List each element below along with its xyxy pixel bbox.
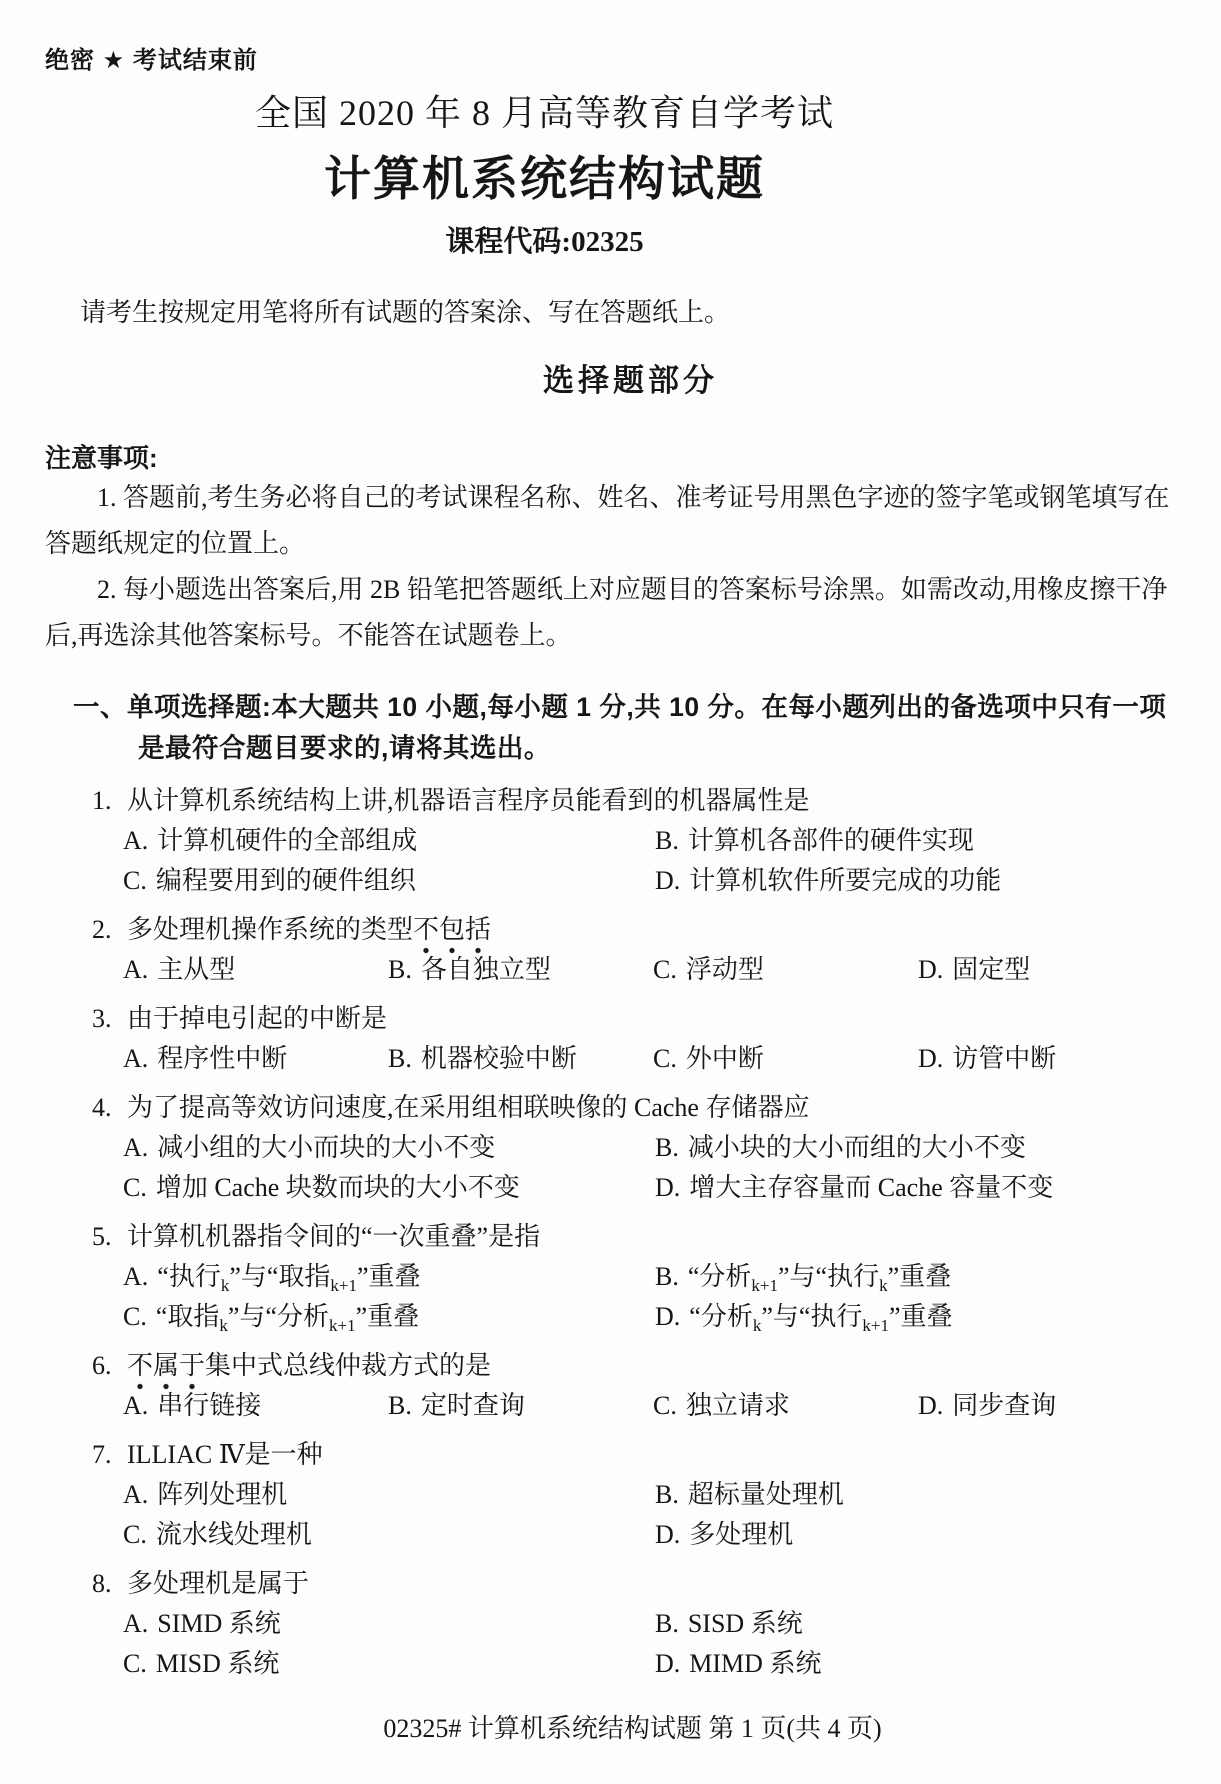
text-run: 从计算机系统结构上讲,机器语言程序员能看到的机器属性是 (127, 786, 810, 815)
option-label: D. (655, 866, 681, 895)
option (123, 1128, 655, 1168)
text-run: 多处理机 (689, 1520, 794, 1549)
part-one-label: 一、 (73, 692, 127, 722)
option (653, 950, 918, 990)
option-label: B. (655, 826, 679, 855)
subscript: k+1 (862, 1316, 890, 1336)
option-label: B. (655, 1133, 679, 1162)
question-text (127, 1346, 1176, 1386)
text-run: 多处理机操作系统的类型 (127, 915, 414, 944)
question-line (45, 1564, 1176, 1604)
text-run: 由于掉电引起的中断是 (127, 1004, 388, 1033)
text-run: 定时查询 (420, 1391, 525, 1420)
option (655, 1515, 1176, 1555)
options-row (123, 1475, 1176, 1555)
option-label: B. (655, 1480, 679, 1509)
option-label: D. (655, 1302, 681, 1331)
question-text (127, 1088, 1176, 1128)
option (123, 1039, 388, 1079)
option-text (686, 955, 764, 984)
questions-list (45, 781, 1176, 1684)
text-run: 外中断 (685, 1044, 764, 1073)
option-text (689, 1520, 793, 1549)
option-label: C. (123, 1173, 147, 1202)
options-row (123, 1604, 1176, 1684)
text-run: 编程要用到的硬件组织 (155, 866, 416, 895)
option-label: D. (655, 1649, 681, 1678)
option-label: C. (123, 1302, 147, 1331)
question-text (127, 1564, 1176, 1604)
option (123, 821, 655, 861)
option-text (952, 1044, 1056, 1073)
text-run: 阵列处理机 (157, 1480, 288, 1509)
question-number: 8. (92, 1569, 112, 1598)
option (123, 1386, 388, 1426)
option-label: D. (918, 1044, 944, 1073)
option (655, 1128, 1176, 1168)
text-run: MISD 系统 (155, 1649, 280, 1678)
question-line (45, 1346, 1176, 1386)
option-text (952, 955, 1030, 984)
text-run: MIMD 系统 (689, 1649, 822, 1678)
question (45, 1088, 1176, 1208)
option-text (157, 1391, 261, 1420)
option-text (157, 955, 235, 984)
question (45, 1346, 1176, 1426)
option-text (157, 1262, 421, 1296)
course-code: 课程代码:02325 (445, 226, 644, 258)
option-text (952, 1391, 1056, 1420)
question-line (45, 1217, 1176, 1257)
text-run: 流水线处理机 (155, 1520, 312, 1549)
option (123, 1297, 655, 1337)
text-run: “分析 (689, 1302, 753, 1331)
option-label: A. (123, 826, 149, 855)
text-run: 独立请求 (685, 1391, 790, 1420)
option (653, 1039, 918, 1079)
option-text (421, 1044, 577, 1073)
option-text (155, 1302, 420, 1336)
option-text (688, 1609, 803, 1638)
question (45, 1564, 1176, 1684)
text-run: ILLIAC Ⅳ是一种 (127, 1440, 323, 1469)
text-run: ”与“分析 (227, 1302, 329, 1331)
option-label: A. (123, 1133, 149, 1162)
option (918, 1039, 1176, 1079)
option (123, 1515, 655, 1555)
emphasized-text: 不属于 (127, 1351, 205, 1390)
options-row (123, 1386, 1176, 1426)
option-label: D. (918, 955, 944, 984)
question-text (127, 1217, 1176, 1257)
question-number: 2. (92, 915, 112, 944)
option (655, 1297, 1176, 1337)
option-label: A. (123, 955, 149, 984)
text-run: 增大主存容量而 Cache 容量不变 (689, 1173, 1054, 1202)
text-run: 访管中断 (952, 1044, 1057, 1073)
question-line (45, 781, 1176, 821)
text-run: ”重叠 (357, 1262, 421, 1291)
notice-item-1: 1. 答题前,考生务必将自己的考试课程名称、姓名、准考证号用黑色字迹的签字笔或钢笔填写在答题纸规定的位置上。 (45, 483, 1170, 558)
text-run: 为了提高等效访问速度,在采用组相联映像的 Cache 存储器应 (127, 1093, 810, 1122)
question (45, 1435, 1176, 1555)
text-run: 集中式总线仲裁方式的是 (205, 1351, 492, 1380)
option-label: C. (653, 1391, 677, 1420)
option-text (156, 1173, 520, 1202)
question (45, 781, 1176, 901)
option-text (686, 1391, 790, 1420)
option-label: A. (123, 1609, 149, 1638)
emphasized-text: 不包括 (413, 915, 491, 954)
option-label: B. (655, 1262, 679, 1291)
text-run: 增加 Cache 块数而块的大小不变 (155, 1173, 520, 1202)
section-title: 选择题部分 (543, 363, 718, 398)
option-text (421, 1391, 525, 1420)
subscript: k+1 (751, 1276, 778, 1296)
text-run: ”与“执行 (777, 1262, 880, 1291)
question-text (127, 1435, 1176, 1475)
option (655, 1168, 1176, 1208)
option-label: C. (653, 955, 677, 984)
text-run: 超标量处理机 (687, 1480, 844, 1509)
notice-list (45, 475, 1176, 659)
subscript: k (219, 1316, 228, 1336)
option-text (157, 826, 417, 855)
option-text (686, 1044, 764, 1073)
subject-title: 计算机系统结构试题 (324, 154, 765, 206)
option (123, 861, 655, 901)
text-run: 计算机软件所要完成的功能 (689, 866, 1002, 895)
subscript: k+1 (328, 1316, 356, 1336)
option (918, 1386, 1176, 1426)
question (45, 999, 1176, 1079)
options-row (123, 1128, 1176, 1208)
subscript: k (752, 1316, 762, 1336)
option (388, 1039, 653, 1079)
option-label: B. (655, 1609, 679, 1638)
question (45, 910, 1176, 990)
text-run: 各自独立型 (420, 955, 551, 984)
text-run: 减小块的大小而组的大小不变 (687, 1133, 1026, 1162)
option-text (689, 1302, 953, 1336)
option-label: B. (388, 955, 412, 984)
option (655, 1257, 1176, 1297)
question-line (45, 999, 1176, 1039)
text-run: 计算机硬件的全部组成 (157, 826, 418, 855)
text-run: 串行链接 (157, 1391, 262, 1420)
option-text (689, 1173, 1053, 1202)
text-run: ”与“执行 (761, 1302, 863, 1331)
text-run: “执行 (157, 1262, 221, 1291)
option-text (157, 1609, 281, 1638)
option-text (689, 1649, 821, 1678)
option (655, 1475, 1176, 1515)
text-run: ”与“取指 (229, 1262, 331, 1291)
option-label: D. (655, 1173, 681, 1202)
subscript: k+1 (330, 1276, 358, 1296)
option-text (687, 1262, 952, 1296)
option-label: A. (123, 1262, 149, 1291)
text-run: 减小组的大小而块的大小不变 (157, 1133, 496, 1162)
option-label: A. (123, 1044, 149, 1073)
classification-banner: 绝密 ★ 考试结束前 (45, 47, 258, 74)
question-text (127, 910, 1176, 950)
question-line (45, 1088, 1176, 1128)
question-number: 7. (92, 1440, 112, 1469)
question-number: 3. (92, 1004, 112, 1033)
notice-heading: 注意事项: (45, 443, 158, 473)
text-run: 固定型 (952, 955, 1031, 984)
question-number: 1. (92, 786, 112, 815)
option-text (157, 1480, 287, 1509)
option (123, 1644, 655, 1684)
text-run: SIMD 系统 (157, 1609, 281, 1638)
option-text (688, 1480, 844, 1509)
question-number: 6. (92, 1351, 112, 1380)
option (655, 1604, 1176, 1644)
text-run: 计算机各部件的硬件实现 (687, 826, 974, 855)
subscript: k (879, 1276, 888, 1296)
option (123, 1604, 655, 1644)
text-run: ”重叠 (887, 1262, 952, 1291)
page-footer: 02325# 计算机系统结构试题 第 1 页(共 4 页) (383, 1714, 882, 1743)
title-block (45, 85, 1044, 260)
option-label: C. (123, 1649, 147, 1678)
option-label: B. (388, 1391, 412, 1420)
option (655, 861, 1176, 901)
text-run: ”重叠 (889, 1302, 953, 1331)
option (123, 950, 388, 990)
option (655, 1644, 1176, 1684)
text-run: ”重叠 (355, 1302, 420, 1331)
option (655, 821, 1176, 861)
question-text (127, 781, 1176, 821)
text-run: 程序性中断 (157, 1044, 288, 1073)
text-run: 多处理机是属于 (127, 1569, 310, 1598)
option-text (156, 1520, 312, 1549)
option-label: A. (123, 1480, 149, 1509)
option-text (156, 1649, 280, 1678)
option-label: C. (653, 1044, 677, 1073)
notice-item-2: 2. 每小题选出答案后,用 2B 铅笔把答题纸上对应题目的答案标号涂黑。如需改动,用橡皮擦干净后,再选涂其他答案标号。不能答在试题卷上。 (45, 575, 1168, 650)
text-run: 浮动型 (685, 955, 764, 984)
text-run: 计算机机器指令间的“一次重叠”是指 (127, 1222, 541, 1251)
option (388, 1386, 653, 1426)
text-run: “取指 (155, 1302, 220, 1331)
option (918, 950, 1176, 990)
options-row (123, 1039, 1176, 1079)
option-text (157, 1133, 495, 1162)
text-run: “分析 (687, 1262, 752, 1291)
text-run: 机器校验中断 (420, 1044, 577, 1073)
option-label: C. (123, 1520, 147, 1549)
option-label: D. (918, 1391, 944, 1420)
subscript: k (220, 1276, 230, 1296)
part-one-heading (45, 687, 1176, 769)
text-run: SISD 系统 (687, 1609, 803, 1638)
option-text (688, 826, 974, 855)
option-text (688, 1133, 1026, 1162)
options-row (123, 1257, 1176, 1337)
part-one-text: 单项选择题:本大题共 10 小题,每小题 1 分,共 10 分。在每小题列出的备选项中只有一项是最符合题目要求的,请将其选出。 (127, 692, 1167, 763)
option (653, 1386, 918, 1426)
question-text (127, 999, 1176, 1039)
option-label: A. (123, 1391, 149, 1420)
question-number: 4. (92, 1093, 112, 1122)
question-line (45, 1435, 1176, 1475)
option-label: C. (123, 866, 147, 895)
option-text (689, 866, 1001, 895)
text-run: 同步查询 (952, 1391, 1057, 1420)
question-number: 5. (92, 1222, 112, 1251)
option-label: B. (388, 1044, 412, 1073)
exam-session-title: 全国 2020 年 8 月高等教育自学考试 (254, 93, 834, 133)
option-text (421, 955, 551, 984)
options-row (123, 821, 1176, 901)
text-run: 主从型 (157, 955, 236, 984)
option (123, 1168, 655, 1208)
option (123, 1475, 655, 1515)
question-line (45, 910, 1176, 950)
options-row (123, 950, 1176, 990)
answer-sheet-instruction: 请考生按规定用笔将所有试题的答案涂、写在答题纸上。 (80, 298, 731, 327)
option-label: D. (655, 1520, 681, 1549)
question (45, 1217, 1176, 1337)
option (388, 950, 653, 990)
option (123, 1257, 655, 1297)
option-text (157, 1044, 287, 1073)
option-text (156, 866, 416, 895)
